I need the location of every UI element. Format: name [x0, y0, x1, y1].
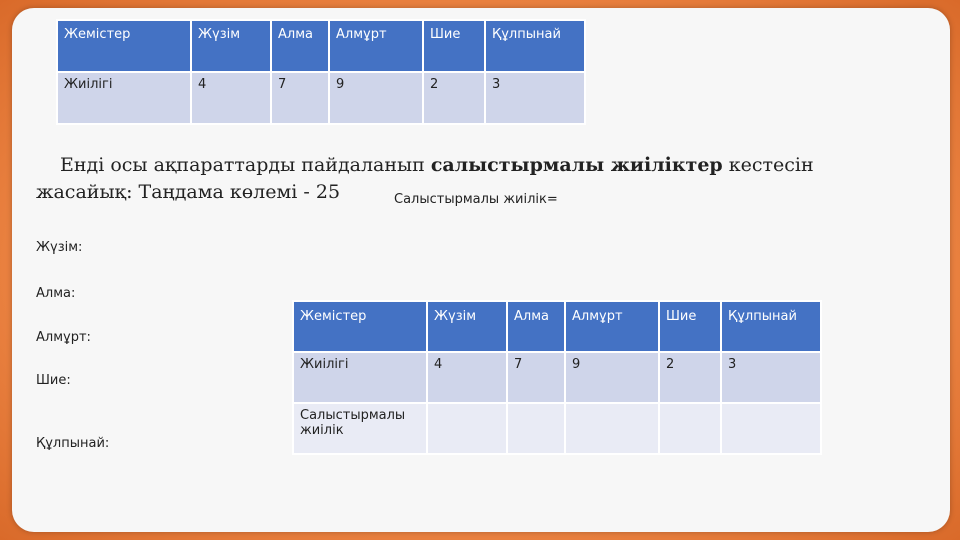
fruit-label-apple: Алма:: [36, 286, 76, 301]
header-cell-grape: Жүзім: [427, 301, 507, 352]
header-cell-fruits: Жемістер: [293, 301, 427, 352]
header-cell-grape: Жүзім: [191, 20, 271, 72]
cell-grape-frequency: 4: [191, 72, 271, 124]
paragraph-text-start: Енді осы ақпараттарды пайдаланып: [60, 154, 431, 176]
cell-apple-relative-frequency: [507, 403, 565, 454]
row-label-frequency: Жиілігі: [293, 352, 427, 403]
cell-apple-frequency: 7: [271, 72, 329, 124]
header-cell-cherry: Шие: [423, 20, 485, 72]
cell-pear-relative-frequency: [565, 403, 659, 454]
header-cell-pear: Алмұрт: [329, 20, 423, 72]
table-header-row: [293, 301, 821, 352]
relative-frequency-formula-label: Салыстырмалы жиілік=: [394, 192, 558, 207]
frequency-table-top: [56, 19, 586, 125]
paragraph-text-end: кестесін жасайық: Таңдама көлемі - 25: [36, 154, 814, 203]
header-cell-pear: Алмұрт: [565, 301, 659, 352]
header-cell-fruits: Жемістер: [57, 20, 191, 72]
table-row: [57, 72, 585, 124]
header-cell-cherry: Шие: [659, 301, 721, 352]
fruit-label-pear: Алмұрт:: [36, 330, 91, 345]
cell-apple-frequency: 7: [507, 352, 565, 403]
header-cell-apple: Алма: [507, 301, 565, 352]
cell-cherry-frequency: 2: [659, 352, 721, 403]
table-header-row: [57, 20, 585, 72]
cell-grape-relative-frequency: [427, 403, 507, 454]
row-label-frequency: Жиілігі: [57, 72, 191, 124]
row-label-relative-frequency: Салыстырмалы жиілік: [293, 403, 427, 454]
cell-grape-frequency: 4: [427, 352, 507, 403]
cell-cherry-relative-frequency: [659, 403, 721, 454]
frequency-table-bottom: [292, 300, 822, 455]
cell-strawberry-frequency: 3: [485, 72, 585, 124]
table-row: [293, 352, 821, 403]
header-cell-strawberry: Құлпынай: [721, 301, 821, 352]
cell-pear-frequency: 9: [329, 72, 423, 124]
fruit-label-cherry: Шие:: [36, 373, 71, 388]
header-cell-strawberry: Құлпынай: [485, 20, 585, 72]
cell-strawberry-relative-frequency: [721, 403, 821, 454]
header-cell-apple: Алма: [271, 20, 329, 72]
paragraph-bold-term: салыстырмалы жиіліктер: [430, 154, 723, 176]
table-row: [293, 403, 821, 454]
fruit-label-strawberry: Құлпынай:: [36, 436, 110, 451]
cell-pear-frequency: 9: [565, 352, 659, 403]
fruit-label-grape: Жүзім:: [36, 240, 83, 255]
cell-cherry-frequency: 2: [423, 72, 485, 124]
cell-strawberry-frequency: 3: [721, 352, 821, 403]
